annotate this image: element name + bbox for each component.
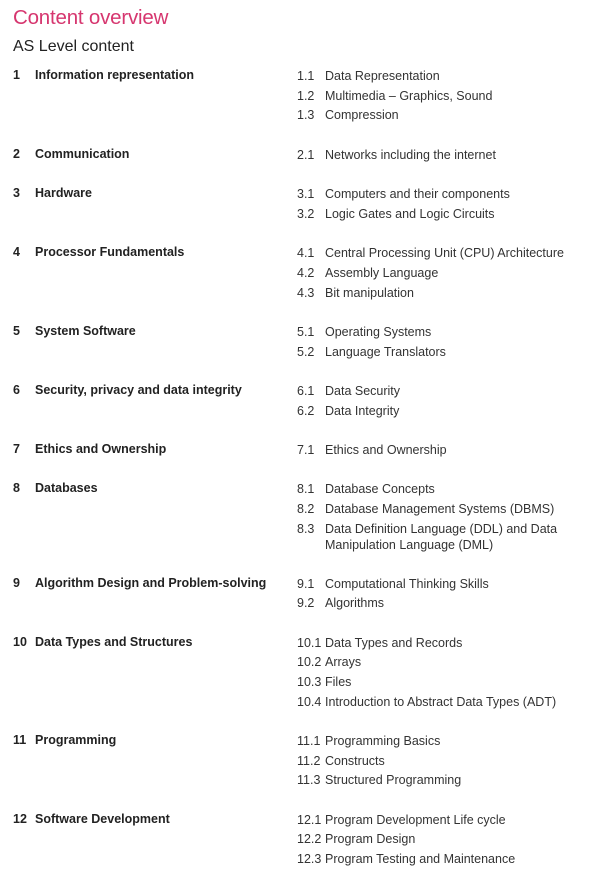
subtopic-number: 11.3 xyxy=(297,773,321,788)
subtopic-number: 6.2 xyxy=(297,403,315,418)
topic-row xyxy=(0,65,601,144)
topic-title: Processor Fundamentals xyxy=(35,245,185,260)
subtopic-list xyxy=(297,183,601,222)
topic-title: Data Types and Structures xyxy=(35,634,193,649)
subtopic-list xyxy=(297,242,601,301)
subtopic-number: 8.2 xyxy=(297,502,315,517)
subtopic-title: Data Types and Records xyxy=(325,635,463,650)
subtopic-title: Logic Gates and Logic Circuits xyxy=(325,206,495,221)
topic-row xyxy=(0,321,601,380)
topic-row xyxy=(0,809,601,888)
subtopic-list xyxy=(297,439,601,459)
subtopic-number: 10.1 xyxy=(297,635,322,650)
subtopic-title: Constructs xyxy=(325,753,385,768)
subtopic-item xyxy=(297,144,601,164)
subtopic-item xyxy=(297,439,601,459)
section-subtitle: AS Level content xyxy=(13,38,134,55)
subtopic-number: 10.3 xyxy=(297,674,322,689)
subtopic-item xyxy=(297,321,601,341)
subtopic-number: 11.1 xyxy=(297,734,321,748)
topic-row xyxy=(0,439,601,478)
subtopic-item xyxy=(297,380,601,400)
subtopic-title: Program Development Life cycle xyxy=(325,812,506,827)
subtopic-item xyxy=(297,341,601,361)
subtopic-number: 5.2 xyxy=(297,344,315,359)
subtopic-item xyxy=(297,203,601,223)
subtopic-item xyxy=(297,85,601,105)
subtopic-item xyxy=(297,282,601,302)
topic-row xyxy=(0,242,601,321)
subtopic-item xyxy=(297,498,601,518)
topic-title: Databases xyxy=(35,481,98,496)
subtopic-item xyxy=(297,651,601,671)
subtopic-title: Operating Systems xyxy=(325,324,432,339)
subtopic-item xyxy=(297,592,601,612)
subtopic-item xyxy=(297,750,601,770)
subtopic-list xyxy=(297,321,601,360)
subtopic-list xyxy=(297,478,601,552)
subtopic-number: 1.3 xyxy=(297,108,315,123)
subtopic-number: 3.1 xyxy=(297,187,315,202)
topic-number: 2 xyxy=(13,146,20,161)
subtopic-item xyxy=(297,828,601,848)
subtopic-number: 1.1 xyxy=(297,69,315,83)
subtopic-title: Language Translators xyxy=(325,344,446,359)
subtopic-number: 5.1 xyxy=(297,324,315,339)
subtopic-item xyxy=(297,809,601,829)
subtopic-title: Program Design xyxy=(325,832,416,847)
topic-title: Hardware xyxy=(35,186,92,201)
topic-title: Communication xyxy=(35,146,130,161)
topic-row xyxy=(0,632,601,730)
subtopic-item xyxy=(297,478,601,498)
subtopic-title: Database Management Systems (DBMS) xyxy=(325,502,555,517)
subtopic-number: 7.1 xyxy=(297,443,315,458)
subtopic-number: 9.2 xyxy=(297,596,315,611)
topic-number: 7 xyxy=(13,442,20,457)
subtopic-title: Computers and their components xyxy=(325,187,510,202)
subtopic-title: Files xyxy=(325,674,352,689)
subtopic-title: Data Integrity xyxy=(325,403,400,418)
topic-title: System Software xyxy=(35,323,136,338)
topic-number: 12 xyxy=(13,811,27,826)
subtopic-list xyxy=(297,730,601,789)
subtopic-title: Computational Thinking Skills xyxy=(325,576,489,591)
subtopic-item xyxy=(297,769,601,789)
subtopic-title: Assembly Language xyxy=(325,265,439,280)
topic-title: Programming xyxy=(35,733,117,747)
subtopic-list xyxy=(297,144,601,164)
subtopic-title: Data Definition Language (DDL) and Data Manipulation Language (DML) xyxy=(325,521,558,552)
subtopic-item xyxy=(297,65,601,85)
subtopic-number: 9.1 xyxy=(297,576,315,591)
subtopic-title: Database Concepts xyxy=(325,482,435,497)
topic-number: 3 xyxy=(13,186,20,201)
subtopic-number: 12.1 xyxy=(297,812,322,827)
subtopic-number: 10.4 xyxy=(297,694,322,709)
topic-number: 8 xyxy=(13,481,20,496)
subtopic-title: Algorithms xyxy=(325,596,385,611)
subtopic-title: Networks including the internet xyxy=(325,147,496,162)
subtopic-item xyxy=(297,183,601,203)
topic-title: Security, privacy and data integrity xyxy=(35,383,242,397)
topic-row xyxy=(0,380,601,439)
subtopic-number: 2.1 xyxy=(297,147,315,162)
topic-number: 1 xyxy=(13,68,20,82)
subtopic-title: Programming Basics xyxy=(325,734,441,748)
subtopic-number: 8.1 xyxy=(297,482,315,497)
subtopic-number: 4.2 xyxy=(297,265,315,280)
topic-number: 5 xyxy=(13,323,20,338)
topic-number: 6 xyxy=(13,383,20,397)
subtopic-number: 6.1 xyxy=(297,384,315,398)
subtopic-list xyxy=(297,632,601,711)
topic-number: 9 xyxy=(13,575,20,590)
subtopic-number: 1.2 xyxy=(297,88,315,103)
subtopic-item xyxy=(297,848,601,868)
topic-number: 4 xyxy=(13,245,20,260)
subtopic-number: 11.2 xyxy=(297,753,321,768)
subtopic-item xyxy=(297,573,601,593)
topic-title: Algorithm Design and Problem-solving xyxy=(35,575,267,590)
topic-title: Ethics and Ownership xyxy=(35,442,167,457)
subtopic-item xyxy=(297,691,601,711)
subtopic-item xyxy=(297,518,601,553)
subtopic-number: 4.3 xyxy=(297,285,315,300)
topic-row xyxy=(0,573,601,632)
topic-row xyxy=(0,144,601,183)
topic-row xyxy=(0,730,601,809)
subtopic-list xyxy=(297,65,601,124)
subtopic-number: 3.2 xyxy=(297,206,315,221)
subtopic-title: Data Representation xyxy=(325,69,440,83)
subtopic-title: Data Security xyxy=(325,384,401,398)
subtopic-number: 12.3 xyxy=(297,852,322,867)
subtopic-title: Bit manipulation xyxy=(325,285,414,300)
topic-row xyxy=(0,183,601,242)
subtopic-title: Program Testing and Maintenance xyxy=(325,852,516,867)
topic-row xyxy=(0,478,601,572)
topic-title: Information representation xyxy=(35,68,195,82)
subtopic-title: Structured Programming xyxy=(325,773,462,788)
subtopic-item xyxy=(297,262,601,282)
topic-title: Software Development xyxy=(35,811,170,826)
subtopic-number: 10.2 xyxy=(297,655,322,670)
subtopic-list xyxy=(297,380,601,419)
subtopic-item xyxy=(297,671,601,691)
subtopic-number: 12.2 xyxy=(297,832,322,847)
subtopic-title: Central Processing Unit (CPU) Architecture xyxy=(325,246,564,261)
subtopic-item xyxy=(297,104,601,124)
subtopic-list xyxy=(297,573,601,612)
subtopic-title: Arrays xyxy=(325,655,362,670)
content-overview-table xyxy=(0,65,601,888)
subtopic-title: Introduction to Abstract Data Types (ADT) xyxy=(325,694,557,709)
topic-number: 10 xyxy=(13,634,27,649)
subtopic-list xyxy=(297,809,601,868)
page-title: Content overview xyxy=(13,6,169,29)
subtopic-title: Ethics and Ownership xyxy=(325,443,447,458)
subtopic-title: Multimedia – Graphics, Sound xyxy=(325,88,493,103)
subtopic-item xyxy=(297,730,601,750)
topic-number: 11 xyxy=(13,733,27,747)
subtopic-item xyxy=(297,242,601,262)
subtopic-item xyxy=(297,400,601,420)
subtopic-number: 8.3 xyxy=(297,521,315,536)
subtopic-number: 4.1 xyxy=(297,246,315,261)
subtopic-title: Compression xyxy=(325,108,399,123)
subtopic-item xyxy=(297,632,601,652)
